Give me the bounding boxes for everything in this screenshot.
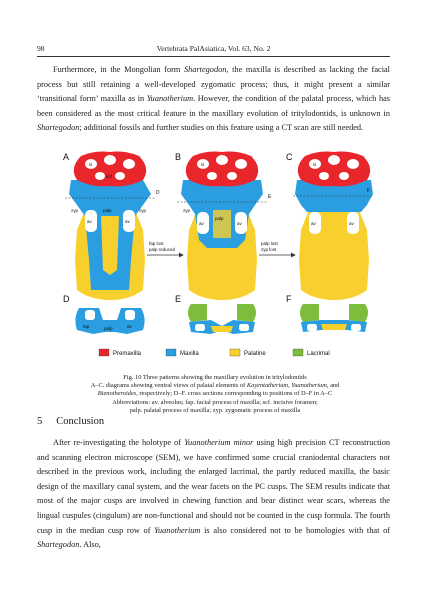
caption-line2: A–C. diagrams showing ventral views of palatal elements of Kayentatherium, Yuanotherium, and: [90, 382, 340, 390]
arrow2-line2: zyp lost: [261, 247, 277, 252]
section-mark-d: D: [156, 190, 160, 196]
section-mark-e: E: [268, 194, 272, 200]
section-mark-f: F: [367, 188, 371, 194]
section-heading: [37, 416, 118, 427]
label-av-b2: av: [237, 221, 242, 226]
label-av-d: av: [127, 324, 132, 329]
section-f: [300, 304, 368, 332]
panel-label-d: D: [63, 294, 70, 304]
section-e: [188, 304, 256, 334]
legend-palatine: Palatine: [244, 351, 266, 357]
caption-line5: palp. palatal process of maxilla; zyp. zygomatic process of maxilla: [129, 406, 301, 414]
arrow1-line1: fap lost: [149, 241, 164, 246]
skull-a: [65, 152, 160, 301]
label-scf-a: scf: [106, 174, 112, 179]
label-is-c: is: [313, 162, 317, 167]
label-palp-d: palp: [104, 326, 113, 331]
label-zyp-a1: zyp: [71, 208, 79, 213]
figure-caption: [60, 374, 370, 415]
arrow1-line2: palp reduced: [149, 247, 176, 252]
page-number: 98: [37, 44, 45, 53]
caption-line1: Fig. 10 Three patterns showing the maxillary evolution in tritylodontids: [123, 374, 307, 381]
label-av-a1: av: [87, 219, 92, 224]
skull-c: [293, 152, 373, 301]
label-av-c2: av: [349, 221, 354, 226]
panel-label-e: E: [175, 294, 182, 304]
panel-label-f: F: [286, 294, 292, 304]
paragraph-transitional-maxilla: Furthermore, in the Mongolian form Shartegodon, the maxilla is described as lacking the facial process but still retaining a well-developed zygomatic process; thus, it might present a similar ‘transitional form’ maxilla as in Yuanotherium. However, the condition of the palatal process, which has been considered as the most critical feature in the maxillary evolution of tritylodontids, is unknown in Shartegodon; additional fossils and further studies on this feature using a CT scan are still needed.: [37, 65, 391, 133]
label-is-a: is: [89, 162, 93, 167]
label-fap-d: fap: [83, 324, 90, 329]
label-av-b1: av: [199, 221, 204, 226]
journal-title: Vertebrata PalAsiatica, Vol. 63, No. 2: [156, 44, 271, 53]
skull-b: [177, 152, 272, 301]
caption-line3: Bienotheroides, respectively; D–F. cross sections corresponding to positions of D–F in A–C: [97, 390, 333, 398]
figure-10: [55, 150, 375, 370]
label-zyp-b: zyp: [183, 208, 191, 213]
caption-line4: Abbreviations: av. alveolus; fap. facial process of maxilla; scf. incisive foramen;: [112, 398, 318, 406]
paragraph-conclusion: After re-investigating the holotype of Yuanotherium minor using high precision CT reconstruction and scanning electron microscope (SEM), we have confirmed some crucial craniodental characters not described in the previous work, including the enlarged lacrimal, the partly reduced maxilla, the basic design of the maxillary canal system, and the wear facets on the PC cusps. The SEM results indicate that most of the major cusps are involved in chewing function and bear distinct wear scars, whereas the lingual cuspules (cingulum) are non-functional and should not be counted in the cusp formula. The fourth cusp in the median cusp row of Yuanotherium is also considered not to be homologies with that of Shartegodon. Also,: [37, 438, 390, 550]
figure-legend: [99, 349, 330, 357]
legend-lacrimal: Lacrimal: [307, 351, 330, 357]
section-number: 5: [37, 416, 43, 427]
running-header: [37, 44, 390, 53]
section-d: [75, 308, 144, 334]
panel-label-a: A: [63, 152, 70, 162]
section-title: Conclusion: [56, 416, 105, 427]
legend-premaxilla: Premaxilla: [113, 351, 142, 357]
label-is-b: is: [201, 162, 205, 167]
label-av-a2: av: [125, 219, 130, 224]
arrow2-line1: palp lost: [261, 241, 278, 246]
label-zyp-a2: zyp: [139, 208, 147, 213]
panel-label-c: C: [286, 152, 293, 162]
label-av-c1: av: [311, 221, 316, 226]
header-rule: [37, 56, 390, 57]
legend-maxilla: Maxilla: [180, 351, 199, 357]
label-palp-a: palp: [103, 208, 112, 213]
panel-label-b: B: [175, 152, 182, 162]
label-palp-b: palp: [215, 216, 224, 221]
